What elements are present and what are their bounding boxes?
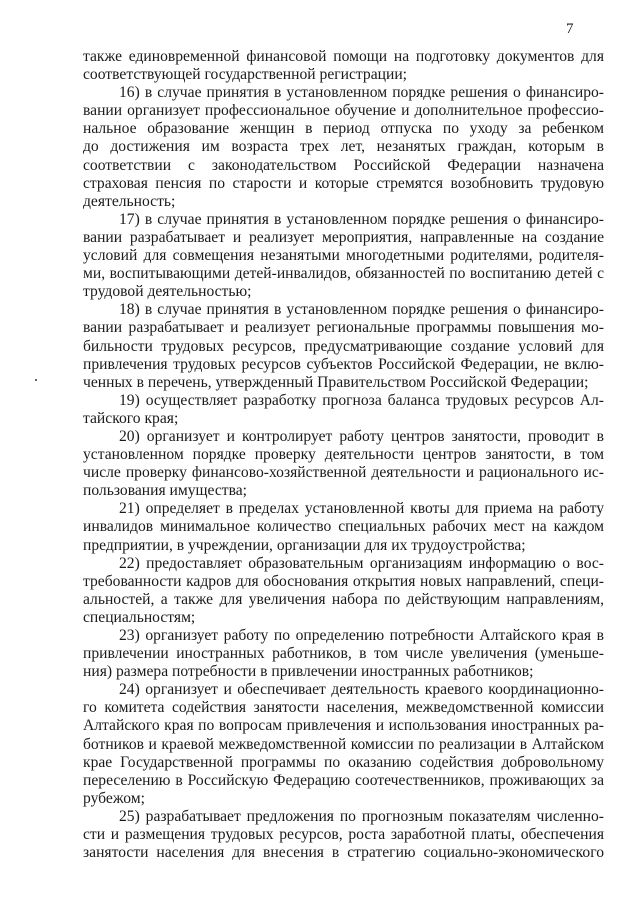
paragraph-7 xyxy=(83,500,604,554)
paragraph-1 xyxy=(83,48,604,84)
paragraph-11 xyxy=(83,808,604,862)
text-line: предприятии, в учреждении, организации для их трудоустройства; xyxy=(83,536,526,554)
text-line: вании организует профессиональное обучение и дополнительное профессио- xyxy=(83,102,604,120)
text-line: соответствии с законодательством Российской Федерации назначена xyxy=(83,156,604,174)
text-line: Алтайского края по вопросам привлечения и использования иностранных ра- xyxy=(83,717,604,735)
text-line: занятости населения для внесения в стратегию социально-экономического xyxy=(83,844,604,862)
text-line: крае Государственной программы по оказанию содействия добровольному xyxy=(83,753,604,771)
text-line: ботников и краевой межведомственной комиссии по реализации в Алтайском xyxy=(83,735,604,753)
text-line: требованности кадров для обоснования открытия новых направлений, специ- xyxy=(83,572,604,590)
text-line: до достижения им возраста трех лет, незанятых граждан, которым в xyxy=(83,138,604,156)
document-body xyxy=(83,48,604,862)
paragraph-3 xyxy=(83,211,604,301)
paragraph-6 xyxy=(83,428,604,500)
text-line: сти и размещения трудовых ресурсов, роста заработной платы, обеспечения xyxy=(83,826,604,844)
text-line: переселению в Российскую Федерацию соотечественников, проживающих за xyxy=(83,771,604,789)
text-line: 25) разрабатывает предложения по прогнозным показателям численно- xyxy=(119,807,604,825)
text-line: вании разрабатывает и реализует региональные программы повышения мо- xyxy=(83,319,604,337)
paragraph-2 xyxy=(83,84,604,211)
text-line: соответствующей государственной регистрации; xyxy=(83,66,408,84)
text-line: деятельность; xyxy=(83,192,176,210)
text-line: го комитета содействия занятости населения, межведомственной комиссии xyxy=(83,699,604,717)
text-line: трудовой деятельностью; xyxy=(83,283,252,301)
text-line: привлечения трудовых ресурсов субъектов Российской Федерации, не вклю- xyxy=(83,355,604,373)
page-number: 7 xyxy=(566,21,574,37)
text-line: 18) в случае принятия в установленном порядке решения о финансиро- xyxy=(119,301,604,319)
paragraph-5 xyxy=(83,392,604,428)
paragraph-10 xyxy=(83,681,604,808)
text-line: 24) организует и обеспечивает деятельность краевого координационно- xyxy=(119,681,604,699)
text-line: 23) организует работу по определению потребности Алтайского края в xyxy=(119,627,604,644)
text-line: специальностям; xyxy=(83,608,196,626)
scan-speck xyxy=(35,379,37,381)
text-line: нальное образование женщин в период отпуска по уходу за ребенком xyxy=(83,120,604,138)
text-line: страховая пенсия по старости и которые стремятся возобновить трудовую xyxy=(83,174,604,192)
text-line: инвалидов минимальное количество специальных рабочих мест на каждом xyxy=(83,518,604,536)
text-line: 17) в случае принятия в установленном порядке решения о финансиро- xyxy=(119,210,604,228)
text-line: установленном порядке проверку деятельности центров занятости, в том xyxy=(83,446,604,464)
text-line: пользования имущества; xyxy=(83,482,248,500)
text-line: 22) предоставляет образовательным организациям информацию о вос- xyxy=(119,554,604,572)
text-line: ми, воспитывающими детей-инвалидов, обязанностей по воспитанию детей с xyxy=(83,265,604,283)
text-line: 21) определяет в пределах установленной квоты для приема на работу xyxy=(119,500,604,518)
text-line: рубежом; xyxy=(83,789,145,807)
text-line: 16) в случае принятия в установленном порядке решения о финансиро- xyxy=(119,84,604,102)
text-line: 19) осуществляет разработку прогноза баланса трудовых ресурсов Ал- xyxy=(119,391,604,409)
text-line: вании разрабатывает и реализует мероприятия, направленные на создание xyxy=(83,228,604,246)
text-line: бильности трудовых ресурсов, предусматривающие создание условий для xyxy=(83,337,604,355)
paragraph-4 xyxy=(83,301,604,391)
text-line: ния) размера потребности в привлечении иностранных работников; xyxy=(83,663,534,681)
text-line: альностей, а также для увеличения набора по действующим направлениям, xyxy=(83,590,604,608)
paragraph-8 xyxy=(83,555,604,627)
text-line: числе проверку финансово-хозяйственной деятельности и рационального ис- xyxy=(83,464,604,482)
text-line: также единовременной финансовой помощи на подготовку документов для xyxy=(83,48,604,65)
paragraph-9 xyxy=(83,627,604,681)
text-line: тайского края; xyxy=(83,409,179,427)
text-line: 20) организует и контролирует работу центров занятости, проводит в xyxy=(119,427,604,445)
text-line: привлечении иностранных работников, в том числе увеличения (уменьше- xyxy=(83,645,604,663)
text-line: условий для совмещения незанятыми многодетными родителями, родителя- xyxy=(83,247,604,265)
text-line: ченных в перечень, утвержденный Правительством Российской Федерации; xyxy=(83,373,589,391)
